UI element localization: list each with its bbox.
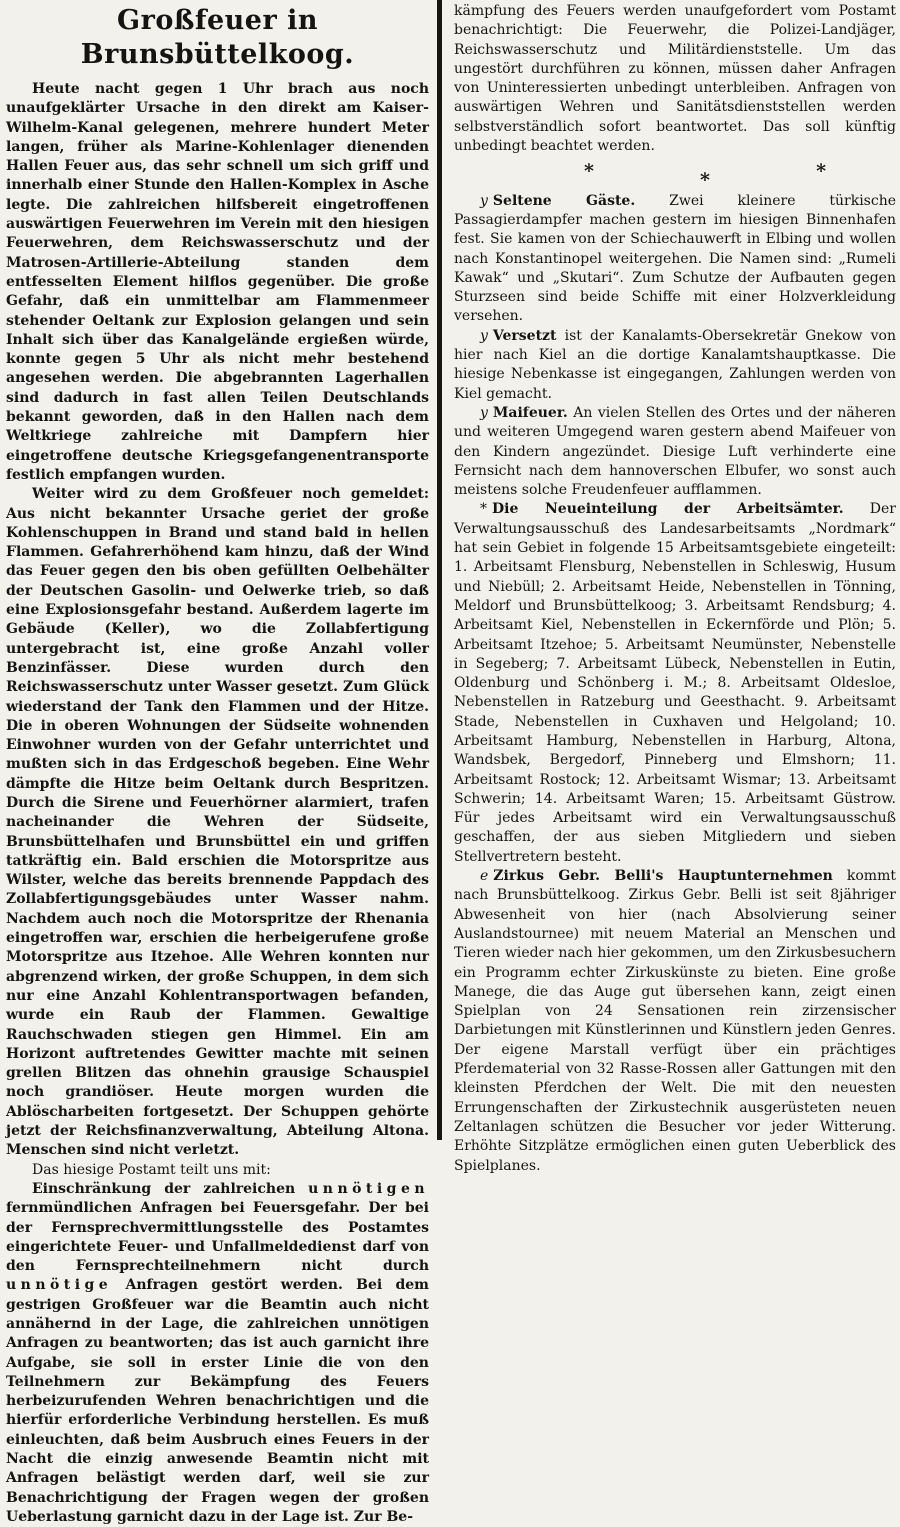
item-marker: y — [480, 404, 488, 421]
item-lead: Die Neueinteilung der Arbeitsämter. — [492, 501, 844, 518]
news-item-rare-guests: y Seltene Gäste. Zwei kleinere türkische Passagierdampfer machen gestern im hiesigen Binnenhafen fest. Sie kamen von der Schiechauwerft in Elbing und wollen nach Konstantinopel weitergehen. Die Namen sind: „Rumeli Kawak“ und „Skutari“. Zum Schutze der Aufbauten gegen Sturzseen sind beide Schiffe mit einer Holzverkleidung versehen. — [454, 192, 897, 325]
item-lead: Seltene Gäste. — [492, 192, 636, 209]
asterisk-icon: * — [584, 160, 594, 183]
asterisk-separator — [454, 156, 896, 191]
news-item-transfer: y Versetzt ist der Kanalamts-Obersekretär Gnekow von hier nach Kiel an die dortige Kanalamtshauptkasse. Die hiesige Nebenkasse ist eingegangen, Zahlungen werden von Kiel gemacht. — [454, 327, 896, 402]
item-marker: * — [480, 501, 487, 518]
item-lead: Zirkus Gebr. Belli's Hauptunternehmen — [493, 868, 833, 885]
left-column — [0, 0, 437, 1525]
paragraph-fire-report-1: Heute nacht gegen 1 Uhr brach aus noch unaufgeklärter Ursache in den direkt am Kaiser-Wilhelm-Kanal gelegenen, mehrere hundert Meter langen, früher als Marine-Kohlenlager dienenden Hallen Feuer aus, das sehr schnell um sich griff und innerhalb einer Stunde den Hallen-Komplex in Asche legte. Die zahlreichen hilfsbereit eingetroffenen auswärtigen Feuerwehren im Verein mit den hiesigen Feuerwehren, dem Reichswasserschutz und der Matrosen-Artillerie-Abteilung standen dem entfesselten Element hilflos gegenüber. Die große Gefahr, daß ein unmittelbar am Flammenmeer stehender Oeltank zur Explosion gelangen und sein Inhalt sich über das Kanalgelände ergießen würde, konnte gegen 5 Uhr als nicht mehr bestehend angesehen werden. Die abgebrannten Lagerhallen sind dadurch in fast allen Teilen Deutschlands bekannt geworden, daß in den Hallen nach dem Weltkriege zahlreiche mit Dampfern hier eingetroffene deutsche Kriegsgefangenentransporte festlich empfangen wurden. — [6, 81, 429, 483]
letterspaced-word: unnötigen — [308, 1180, 429, 1197]
paragraph-phone-inquiries: Einschränkung der zahlreichen unnötigen fernmündlichen Anfragen bei Feuersgefahr. Der bei der Fernsprechvermittlungsstelle des Postamtes eingerichtete Feuer- und Unfallmeldedienst darf von den Fernsprechteilnehmern nicht durch unnötige Anfragen gestört werden. Bei dem gestrigen Großfeuer war die Beamtin auch nicht annähernd in der Lage, die zahlreichen unnötigen Anfragen zu beantworten; das ist auch garnicht ihre Aufgabe, sie soll in erster Linie die von den Teilnehmern zur Bekämpfung des Feuers herbeizurufenden Wehren benachrichtigen und die hierfür erforderliche Verbindung herstellen. Es muß einleuchten, daß beim Ausbruch eines Feuers in der Nacht die einzig anwesende Beamtin nicht mit Anfragen belästigt werden darf, weil sie zur Benachrichtigung der Fragen wegen der großen Ueberlastung garnicht dazu in der Lage ist. Zur Be- — [6, 1180, 429, 1525]
article-title: Großfeuer in Brunsbüttelkoog. — [80, 5, 355, 70]
item-marker: e — [480, 868, 489, 885]
letterspaced-word: unnötige — [6, 1277, 113, 1294]
item-marker: y — [480, 192, 488, 209]
news-item-circus: e Zirkus Gebr. Belli's Hauptunternehmen kommt nach Brunsbüttelkoog. Zirkus Gebr. Belli ist seit 8jähriger Abwesenheit von hier (nach Absolvierung seiner Auslandstournee) mit neuem Material an Menschen und Tieren wieder nach hier gekommen, um den Zirkusbesuchern ein Programm echter Zirkuskünste zu bieten. Eine große Manege, die das Auge gut übersehen kann, zeigt einen Spielplan von 24 Sensationen rein zirzensischer Darbietungen mit Künstlerinnen und Künstlern jeden Genres. Der eigene Marstall verfügt über ein prächtiges Pferdematerial von 32 Rasse-Rossen aller Gattungen mit den kleinsten Pferdchen der Welt. Die mit den neuesten Errungenschaften der Zirkustechnik ausgerüsteten neuen Zeltanlagen schützen die Besucher vor jeder Witterung. Erhöhte Sitzplätze ermöglichen einen guten Ueberblick des Spielplanes. — [454, 868, 896, 1174]
right-column — [442, 0, 900, 1174]
news-item-labor-offices: * Die Neueinteilung der Arbeitsämter. Der Verwaltungsausschuß des Landesarbeitsamts „Nordmark“ hat sein Gebiet in folgende 15 Arbeitsamtsgebiete eingeteilt: 1. Arbeitsamt Flensburg, Nebenstellen in Schleswig, Husum und Niebüll; 2. Arbeitsamt Heide, Nebenstellen in Tönning, Meldorf und Brunsbüttelkoog; 3. Arbeitsamt Rendsburg; 4. Arbeitsamt Kiel, Nebenstellen in Eckernförde und Plön; 5. Arbeitsamt Itzehoe; 5. Arbeitsamt Neumünster, Nebenstelle in Segeberg; 7. Arbeitsamt Lübeck, Nebenstellen in Eutin, Oldenburg und Schönberg i. M.; 8. Arbeitsamt Oldesloe, Nebenstellen in Ratzeburg und Geesthacht. 9. Arbeitsamt Stade, Nebenstellen in Cuxhaven und Helgoland; 10. Arbeitsamt Hamburg, Nebenstellen in Harburg, Altona, Wandsbek, Bergedorf, Pinneberg und Elmshorn; 11. Arbeitsamt Rostock; 12. Arbeitsamt Wismar; 13. Arbeitsamt Schwerin; 14. Arbeitsamt Waren; 15. Arbeitsamt Güstrow. Für jedes Arbeitsamt wird ein Verwaltungsausschuß geschaffen, der aus sieben Mitgliedern und sieben Stellvertretern besteht. — [454, 501, 896, 865]
item-lead: Maifeuer. — [492, 404, 568, 421]
asterisk-icon: * — [816, 160, 826, 183]
news-item-may-fires: y Maifeuer. An vielen Stellen des Ortes und der näheren und weiteren Umgegend waren gestern abend Maifeuer von den Kindern angezündet. Diesige Luft verhinderte eine Fernsicht nach dem hannoverschen Elbufer, wo sonst auch meistens solche Freudenfeuer aufflammen. — [454, 404, 896, 499]
paragraph-continuation: kämpfung des Feuers werden unaufgefordert vom Postamt benachrichtigt: Die Feuerwehr, die Polizei-Landjäger, Reichswasserschutz und Militärdienststelle. Um das ungestört durchführen zu können, müssen daher Anfragen von Uninteressierten unbedingt unterbleiben. Anfragen von auswärtigen Wehren und Sanitätsdienststellen werden selbstverständlich sofort beantwortet. Das soll künftig unbedingt beachtet werden. — [454, 3, 896, 155]
item-lead: Versetzt — [492, 327, 557, 344]
paragraph-fire-report-2: Weiter wird zu dem Großfeuer noch gemeldet: Aus nicht bekannter Ursache geriet der große Kohlenschuppen in Brand und stand bald in hellen Flammen. Gefahrerhöhend kam hinzu, daß der Wind das Feuer gegen den bis oben gefüllten Oelbehälter der Deutschen Gasolin- und Oelwerke trieb, so daß eine Explosionsgefahr bestand. Außerdem lagerte im Gebäude (Keller), wo die Zollabfertigung untergebracht ist, eine große Anzahl voller Benzinfässer. Diese wurden durch den Reichswasserschutz unter Wasser gesetzt. Zum Glück wiederstand der Tank den Flammen und der Hitze. Die in oberen Wohnungen der Südseite wohnenden Einwohner wurden von der Gefahr unterrichtet und mußten sich in das Erdgeschoß begeben. Eine Wehr dämpfte die Hitze beim Oeltank durch Bespritzen. Durch die Sirene und Feuerhörner alarmiert, trafen nacheinander die Wehren der Südseite, Brunsbüttelhafen und Brunsbüttel ein und griffen tatkräftig ein. Bald erschien die Motorspritze aus Wilster, welche das bereits brennende Pappdach des Zollabfertigungsgebäudes unter Wasser nahm. Nachdem auch noch die Motorspritze der Rhenania eingetroffen war, erschien die herbeigerufene große Motorspritze aus Itzehoe. Alle Wehren konnten nur abgrenzend wirken, der große Schuppen, in dem sich nur eine Anzahl Kohlentransportwagen befanden, wurde ein Raub der Flammen. Gewaltige Rauchschwaden stiegen gen Himmel. Ein am Horizont auftretendes Gewitter machte mit seinen grellen Blitzen das ohnehin grausige Schauspiel noch grandiöser. Heute morgen wurden die Ablöscharbeiten fortgesetzt. Der Schuppen gehörte jetzt der Reichsfinanzverwaltung, Abteilung Altona. Menschen sind nicht verletzt. — [6, 486, 429, 1159]
paragraph-lead: Weiter — [32, 486, 84, 503]
paragraph-post-office-intro: Das hiesige Postamt teilt uns mit: — [32, 1161, 271, 1178]
item-marker: y — [480, 327, 488, 344]
asterisk-icon: * — [700, 169, 710, 192]
